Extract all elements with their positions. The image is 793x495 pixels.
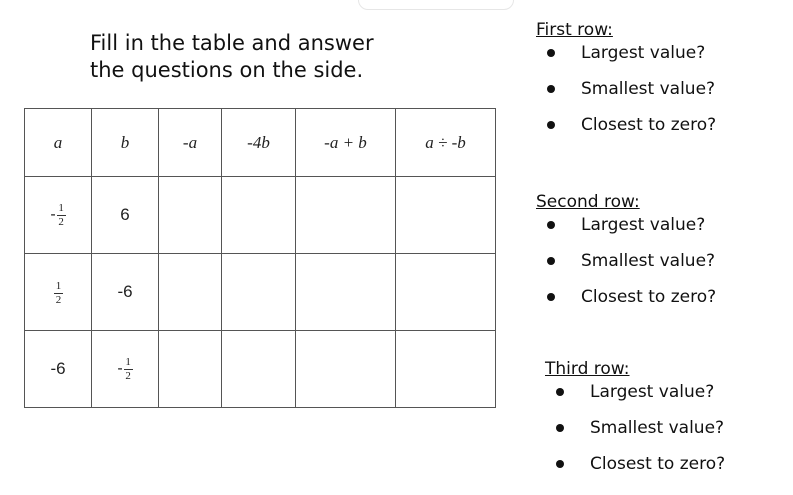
question-group-heading: Second row: [536, 192, 640, 212]
question-item [545, 418, 725, 438]
bullet-icon [556, 424, 564, 432]
question-text: Smallest value? [581, 251, 716, 271]
question-text: Closest to zero? [581, 115, 717, 135]
cell-a: -6 [25, 331, 92, 408]
question-group-third-row [545, 359, 725, 474]
answer-cell[interactable] [396, 254, 496, 331]
instructions-line-1: Fill in the table and answer [90, 31, 374, 55]
header-a-div-neg-b: a ÷ -b [396, 109, 496, 177]
question-text: Largest value? [581, 215, 706, 235]
question-group-second-row [536, 192, 716, 307]
answer-cell[interactable] [396, 331, 496, 408]
header-neg-4b: -4b [222, 109, 296, 177]
cell-a [25, 254, 92, 331]
bullet-icon [547, 221, 555, 229]
fraction-value [53, 281, 63, 306]
answer-cell[interactable] [159, 177, 222, 254]
answer-cell[interactable] [296, 254, 396, 331]
header-neg-a: -a [159, 109, 222, 177]
answer-cell[interactable] [222, 254, 296, 331]
bullet-icon [547, 49, 555, 57]
fraction-sign: - [50, 206, 56, 223]
question-text: Smallest value? [581, 79, 716, 99]
fraction-denominator: 2 [125, 369, 131, 382]
header-neg-a-plus-b: -a + b [296, 109, 396, 177]
question-item [545, 382, 725, 402]
bullet-icon [556, 388, 564, 396]
fraction-sign: - [117, 360, 123, 377]
question-item [536, 287, 716, 307]
table-row [25, 331, 496, 408]
bullet-icon [556, 460, 564, 468]
question-group-heading: Third row: [545, 359, 630, 379]
bullet-icon [547, 121, 555, 129]
answer-cell[interactable] [296, 177, 396, 254]
question-item [536, 79, 716, 99]
question-item [545, 454, 725, 474]
question-text: Closest to zero? [581, 287, 717, 307]
fraction-numerator: 1 [55, 279, 62, 292]
fraction-numerator: 1 [125, 355, 131, 368]
question-text: Closest to zero? [590, 454, 726, 474]
fraction-denominator: 2 [55, 293, 62, 306]
table-row [25, 177, 496, 254]
question-group-first-row [536, 20, 716, 135]
fraction-denominator: 2 [58, 215, 64, 228]
question-text: Largest value? [590, 382, 715, 402]
question-item [536, 215, 716, 235]
cell-b: 6 [92, 177, 159, 254]
top-tab-edge [358, 0, 514, 10]
answer-cell[interactable] [159, 254, 222, 331]
answer-cell[interactable] [222, 177, 296, 254]
fraction-value [117, 357, 132, 382]
work-table [24, 108, 496, 408]
answer-cell[interactable] [222, 331, 296, 408]
instructions-line-2: the questions on the side. [90, 58, 364, 82]
instructions-text [90, 30, 490, 84]
cell-b: -6 [92, 254, 159, 331]
question-item [536, 115, 716, 135]
fraction-value [50, 203, 65, 228]
header-b: b [92, 109, 159, 177]
question-item [536, 251, 716, 271]
answer-cell[interactable] [159, 331, 222, 408]
fraction-numerator: 1 [58, 201, 64, 214]
question-text: Largest value? [581, 43, 706, 63]
question-item [536, 43, 716, 63]
bullet-icon [547, 85, 555, 93]
bullet-icon [547, 257, 555, 265]
answer-cell[interactable] [396, 177, 496, 254]
question-text: Smallest value? [590, 418, 725, 438]
cell-b [92, 331, 159, 408]
table-row [25, 254, 496, 331]
question-group-heading: First row: [536, 20, 613, 40]
cell-a [25, 177, 92, 254]
header-a: a [25, 109, 92, 177]
header-row [25, 109, 496, 177]
answer-cell[interactable] [296, 331, 396, 408]
bullet-icon [547, 293, 555, 301]
